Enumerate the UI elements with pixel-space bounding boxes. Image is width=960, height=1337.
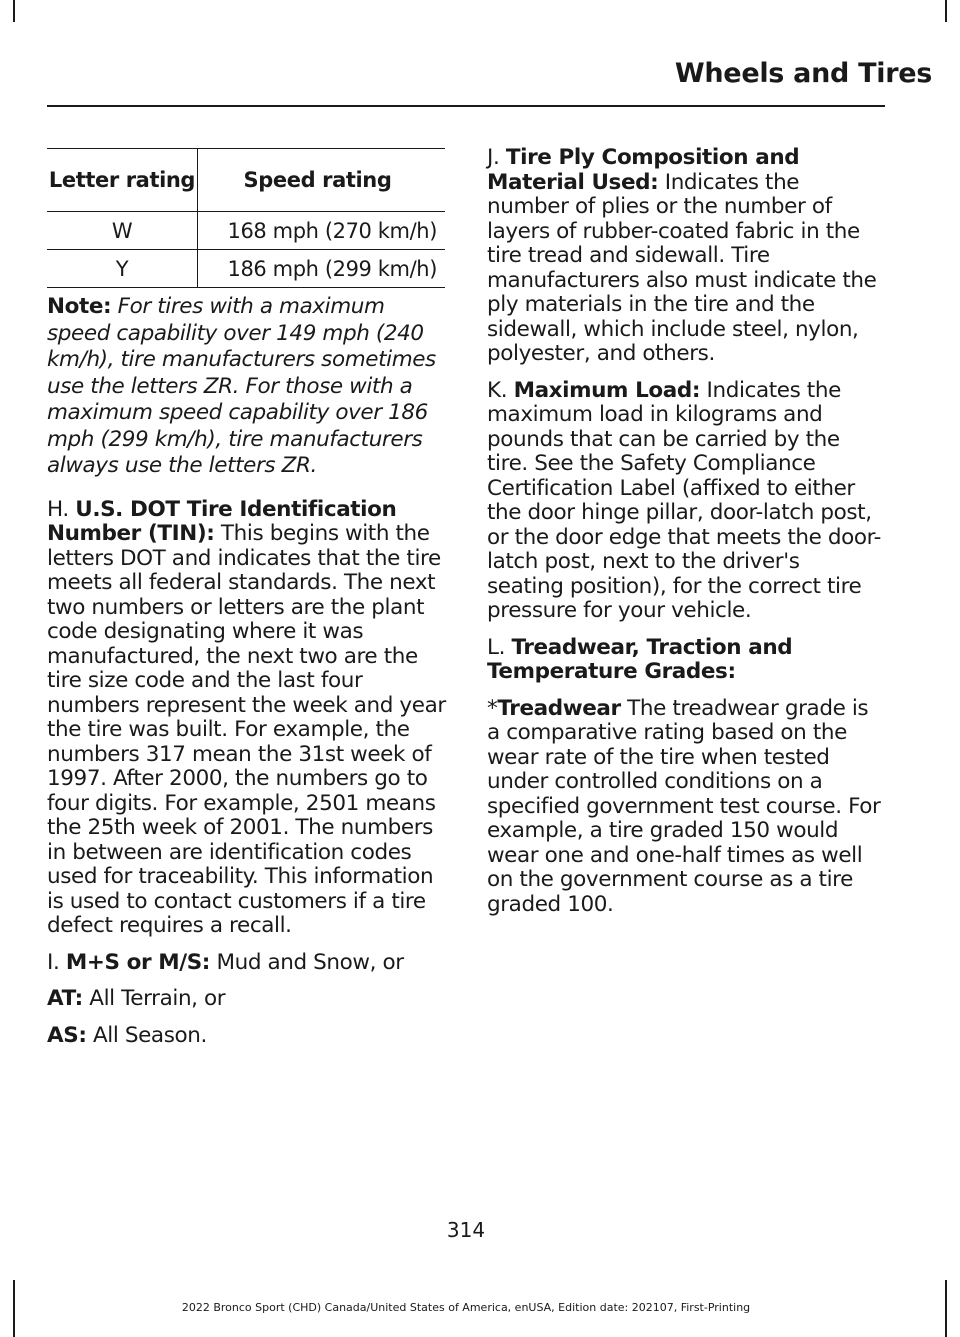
- section-j-text: Indicates the number of plies or the number of layers of rubber-coated fabric in the tire tread and sidewall. Tire manufacturers also must indicate the ply materials in the tire and the sidewall, which include steel, nylon, polyester, and others.: [487, 169, 877, 366]
- section-l: [487, 636, 882, 685]
- section-i-prefix: I.: [47, 949, 60, 975]
- table-row: [47, 250, 445, 288]
- section-at-text: All Terrain, or: [89, 986, 226, 1011]
- table-cell-letter: Y: [47, 250, 198, 288]
- section-treadwear-text: The treadwear grade is a comparative rating based on the wear rate of the tire when tested under controlled conditions on a specified government test course. For example, a tire graded 150 would wear one and one-half times as well on the government course as a tire graded 100.: [487, 695, 881, 917]
- section-j: [487, 146, 882, 367]
- section-k-heading: Maximum Load:: [513, 377, 701, 403]
- table-header-row: [47, 149, 445, 212]
- section-as-heading: AS:: [47, 1022, 87, 1048]
- note-label: Note:: [47, 294, 112, 319]
- crop-mark-top-left: [13, 0, 15, 22]
- speed-rating-table: [47, 148, 445, 288]
- section-treadwear-heading: Treadwear: [497, 695, 621, 721]
- left-column: [47, 146, 447, 1060]
- section-i: [47, 951, 447, 976]
- footer-edition-info: 2022 Bronco Sport (CHD) Canada/United States of America, enUSA, Edition date: 202107, First-Printing: [181, 1301, 751, 1314]
- section-k-prefix: K.: [487, 377, 508, 403]
- table-cell-speed: 168 mph (270 km/h): [198, 212, 446, 250]
- page-number: 314: [446, 1218, 486, 1242]
- table-cell-letter: W: [47, 212, 198, 250]
- section-treadwear-prefix: *: [487, 695, 498, 721]
- section-h: [47, 498, 447, 939]
- section-at-heading: AT:: [47, 986, 83, 1011]
- section-l-heading: Treadwear, Traction and Temperature Grades:: [487, 634, 793, 684]
- section-as-text: All Season.: [92, 1022, 207, 1048]
- header-divider: [47, 105, 885, 107]
- section-h-heading: U.S. DOT Tire Identification Number (TIN):: [47, 496, 397, 546]
- section-i-heading: M+S or M/S:: [65, 949, 210, 975]
- section-k: [487, 379, 882, 624]
- table-header-letter-rating: Letter rating: [47, 149, 198, 212]
- section-treadwear: [487, 697, 882, 918]
- note-paragraph: [47, 294, 447, 480]
- section-as: [47, 1024, 447, 1049]
- section-h-text: This begins with the letters DOT and indicates that the tire meets all federal standards. The next two numbers or letters are the plant code designating where it was manufactured, the next two are the tire size code and the last four numbers represent the week and year the tire was built. For example, the numbers 317 mean the 31st week of 1997. After 2000, the numbers go to four digits. For example, 2501 means the 25th week of 2001. The numbers in between are identification codes used for traceability. This information is used to contact customers if a tire defect requires a recall.: [47, 521, 446, 938]
- section-at: [47, 987, 447, 1012]
- section-i-text: Mud and Snow, or: [216, 949, 404, 975]
- section-j-prefix: J.: [487, 145, 500, 170]
- crop-mark-top-right: [945, 0, 947, 22]
- right-column: [487, 146, 882, 929]
- crop-mark-bottom-right: [945, 1280, 947, 1337]
- table-row: [47, 212, 445, 250]
- section-h-prefix: H.: [47, 496, 69, 522]
- section-j-heading: Tire Ply Composition and Material Used:: [487, 145, 800, 195]
- page-title: Wheels and Tires: [674, 58, 932, 89]
- note-text: For tires with a maximum speed capability over 149 mph (240 km/h), tire manufacturers sometimes use the letters ZR. For those with a maximum speed capability over 186 mph (299 km/h), tire manufacturers always use the letters ZR.: [47, 294, 436, 478]
- table-header-speed-rating: Speed rating: [198, 149, 446, 212]
- table-cell-speed: 186 mph (299 km/h): [198, 250, 446, 288]
- section-k-text: Indicates the maximum load in kilograms and pounds that can be carried by the tire. See the Safety Compliance Certification Label (affixed to either the door hinge pillar, door-latch post, or the door edge that meets the door-latch post, next to the driver's seating position), for the correct tire pressure for your vehicle.: [487, 377, 882, 623]
- section-l-prefix: L.: [487, 634, 506, 660]
